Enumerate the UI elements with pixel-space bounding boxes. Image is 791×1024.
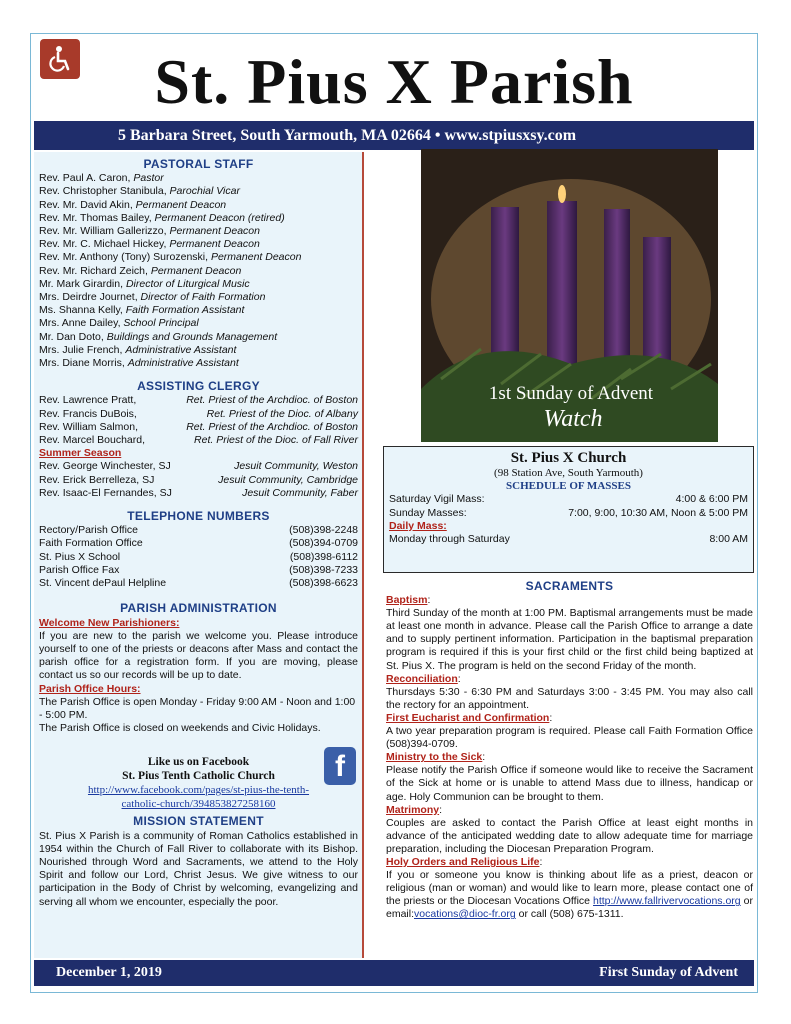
staff-row [39, 278, 358, 291]
staff-name: Ms. Shanna Kelly, [39, 304, 126, 317]
mass-row-label: Saturday Vigil Mass: [389, 493, 485, 506]
staff-name: Rev. Mr. David Akin, [39, 198, 136, 211]
clergy-row-label: Rev. Lawrence Pratt, [39, 394, 137, 407]
office-closed-text: The Parish Office is closed on weekends and Civic Holidays. [39, 722, 321, 735]
staff-row [39, 344, 358, 357]
clergy-row-label: Rev. William Salmon, [39, 420, 138, 433]
staff-name: Rev. Mr. Richard Zeich, [39, 264, 151, 277]
telephone-heading: TELEPHONE NUMBERS [127, 509, 270, 524]
clergy-row-value: Ret. Priest of the Archdioc. of Boston [186, 394, 358, 407]
matrimony-label: Matrimony [386, 803, 440, 816]
clergy-row [39, 421, 358, 434]
eucharist-label: First Eucharist and Confirmation [386, 711, 550, 724]
staff-name: Mrs. Diane Morris, [39, 357, 128, 370]
church-name: St. Pius X Church [510, 450, 627, 466]
mass-row [389, 493, 748, 506]
staff-name: Rev. Mr. Thomas Bailey, [39, 211, 155, 224]
staff-row [39, 357, 358, 370]
holy-orders-body: If you or someone you know is thinking about life as a priest, deacon or religious (man or woman) and would like to learn more, please contact one of the priests or the Diocesan Vocations Office [386, 869, 753, 908]
staff-role: Buildings and Grounds Management [106, 330, 278, 343]
sick-text: Please notify the Parish Office if someone would like to receive the Sacrament of the Sick at home or is unable to attend Mass due to illness, handicap or age. Holy Communion can be brought to them. [386, 764, 753, 803]
page-title: St. Pius X Parish [154, 46, 634, 117]
footer-bar [34, 960, 754, 986]
phone-row [39, 524, 358, 537]
address-bar: 5 Barbara Street, South Yarmouth, MA 02664 • www.stpiusxsy.com [34, 121, 754, 150]
staff-row [39, 331, 358, 344]
facebook-link-part2[interactable]: catholic-church/394853827258160 [121, 798, 276, 811]
facebook-line2: St. Pius Tenth Catholic Church [122, 770, 275, 783]
summer-clergy-row-label: Rev. Isaac-El Fernandes, SJ [39, 486, 172, 499]
daily-mass-label: Daily Mass: [389, 519, 447, 532]
staff-role: Permanent Deacon [210, 251, 302, 264]
staff-row [39, 317, 358, 330]
assisting-clergy-list [39, 394, 358, 447]
staff-name: Mrs. Julie French, [39, 343, 126, 356]
summer-clergy-row-value: Jesuit Community, Cambridge [218, 473, 358, 486]
footer-occasion: First Sunday of Advent [599, 965, 738, 980]
photo-caption-line2: Watch [543, 406, 603, 432]
clergy-row [39, 408, 358, 421]
holy-orders-end: or call (508) 675-1311. [515, 908, 624, 921]
phone-row-value: (508)398-7233 [289, 563, 358, 576]
mass-row [389, 507, 748, 520]
staff-name: Rev. Paul A. Caron, [39, 172, 134, 185]
reconciliation-text: Thursdays 5:30 - 6:30 PM and Saturdays 3:00 - 3:45 PM. You may also call the rectory for an appointment. [386, 685, 753, 711]
phone-row [39, 564, 358, 577]
summer-season-label: Summer Season [39, 447, 122, 460]
phone-row [39, 551, 358, 564]
sacraments-heading: SACRAMENTS [525, 579, 614, 593]
staff-row [39, 172, 358, 185]
staff-name: Rev. Christopher Stanibula, [39, 185, 170, 198]
office-hours-label: Parish Office Hours: [39, 682, 141, 695]
phone-row [39, 537, 358, 550]
summer-clergy-row [39, 487, 358, 500]
assisting-clergy-heading: ASSISTING CLERGY [137, 379, 260, 394]
staff-name: Rev. Mr. William Gallerizzo, [39, 225, 170, 238]
advent-wreath-photo [421, 149, 718, 442]
facebook-block [39, 750, 358, 811]
staff-role: Permanent Deacon [135, 198, 227, 211]
daily-mass-days: Monday through Saturday [389, 533, 510, 546]
holy-orders-text [386, 869, 753, 921]
clergy-row-value: Ret. Priest of the Dioc. of Fall River [194, 434, 358, 447]
staff-name: Rev. Mr. Anthony (Tony) Surozenski, [39, 251, 211, 264]
phone-row-label: Faith Formation Office [39, 537, 143, 550]
footer-date: December 1, 2019 [56, 965, 162, 980]
welcome-label: Welcome New Parishioners: [39, 616, 180, 629]
staff-row [39, 265, 358, 278]
phone-row-value: (508)398-6112 [289, 550, 358, 563]
facebook-icon[interactable]: f [324, 747, 356, 785]
staff-role: Permanent Deacon [169, 238, 260, 251]
staff-row [39, 251, 358, 264]
clergy-row-value: Ret. Priest of the Dioc. of Albany [206, 407, 358, 420]
schedule-heading: SCHEDULE OF MASSES [506, 480, 631, 493]
staff-role: Permanent Deacon (retired) [154, 211, 285, 224]
staff-row [39, 212, 358, 225]
office-hours-text: The Parish Office is open Monday - Friday 9:00 AM - Noon and 1:00 - 5:00 PM. [39, 695, 356, 721]
vocations-email[interactable]: vocations@dioc-fr.org [414, 908, 516, 921]
summer-clergy-row [39, 460, 358, 473]
staff-role: Director of Liturgical Music [125, 277, 250, 290]
staff-name: Mrs. Anne Dailey, [39, 317, 124, 330]
administration-heading: PARISH ADMINISTRATION [120, 601, 277, 616]
staff-role: Faith Formation Assistant [125, 304, 245, 317]
mission-heading: MISSION STATEMENT [133, 814, 264, 829]
staff-role: Parochial Vicar [169, 185, 240, 198]
summer-clergy-row [39, 474, 358, 487]
staff-row [39, 185, 358, 198]
staff-name: Mr. Mark Girardin, [39, 277, 126, 290]
clergy-row-label: Rev. Francis DuBois, [39, 407, 137, 420]
clergy-row [39, 434, 358, 447]
mass-list [389, 493, 748, 519]
staff-role: Permanent Deacon [150, 264, 242, 277]
daily-mass-time: 8:00 AM [709, 533, 748, 546]
baptism-text: Third Sunday of the month at 1:00 PM. Baptismal arrangements must be made at least one month in advance. Please call the Parish Office to arrange a date and to supply pertinent information. Participation in the baptismal preparation program is required if this is your first child or the first child being baptized at St. Pius X. The program is held on the second Friday of the month. [386, 607, 753, 672]
mass-row-label: Sunday Masses: [389, 506, 467, 519]
staff-row [39, 304, 358, 317]
staff-role: School Principal [123, 317, 199, 330]
staff-name: Rev. Mr. C. Michael Hickey, [39, 238, 170, 251]
facebook-line1: Like us on Facebook [147, 756, 250, 769]
summer-clergy-row-value: Jesuit Community, Faber [242, 486, 358, 499]
welcome-text: If you are new to the parish we welcome you. Please introduce yourself to one of the priests or deacons after Mass and contact the parish office for a registration form. If you are moving, please contact us so our records will be up to date. [39, 629, 358, 682]
phone-row-label: Parish Office Fax [39, 563, 120, 576]
mass-row-value: 4:00 & 6:00 PM [675, 493, 748, 506]
staff-role: Director of Faith Formation [140, 291, 266, 304]
left-column [34, 152, 364, 958]
sick-label: Ministry to the Sick [386, 751, 483, 764]
mass-row-value: 7:00, 9:00, 10:30 AM, Noon & 5:00 PM [568, 506, 748, 519]
matrimony-text: Couples are asked to contact the Parish Office at least eight months in advance of the anticipated wedding date to allow adequate time for marriage preparation, including the Diocesan Preparation Program. [386, 816, 753, 855]
pastoral-staff-list [39, 172, 358, 370]
summer-clergy-row-value: Jesuit Community, Weston [234, 460, 358, 473]
staff-role: Administrative Assistant [125, 343, 237, 356]
baptism-label: Baptism [386, 594, 428, 607]
clergy-row [39, 394, 358, 407]
photo-caption-line1: 1st Sunday of Advent [488, 383, 654, 404]
phone-row [39, 577, 358, 590]
daily-mass-row [389, 533, 748, 546]
clergy-row-label: Rev. Marcel Bouchard, [39, 434, 146, 447]
staff-name: Mr. Dan Doto, [39, 330, 107, 343]
reconciliation-label: Reconciliation [386, 672, 458, 685]
sacraments-section: SACRAMENTS Baptism: Third Sunday of the month at 1:00 PM. Baptismal arrangements must be made at least one month in advance. Please call the Parish Office to arrange a date and to supply pertinent information. Participation in the baptismal preparation program is required if this is your first child or the first child being baptized at St. Pius X. The program is held on the second Friday of the month. Reconciliation: Thursdays 5:30 - 6:30 PM and Saturdays 3:00 - 3:45 PM. You may also call the rectory for an appointment. First Eucharist and Confirmation: A two year preparation program is required. Please call Faith Formation Office (508)394-0709. Ministry to the Sick: Please notify the Parish Office if someone would like to receive the Sacrament of the Sick at home or is unable to attend Mass due to illness, handicap or age. Holy Communion can be brought to them. Matrimony: Couples are asked to contact the Parish Office at least eight months in advance of the anticipated wedding date to allow adequate time for marriage preparation, including the Diocesan Preparation Program. Holy Orders and Religious Life: If you or someone you know is thinking about life as a priest, deacon or religious (man or woman) and would like to learn more, please contact one of the priests or the Diocesan Vocations Office http://www.fallrivervocations.org or email:vocations@dioc-fr.org or call (508) 675-1311. [386, 579, 753, 921]
staff-role: Administrative Assistant [127, 357, 239, 370]
holy-orders-mid: or email: [386, 895, 753, 921]
staff-row [39, 199, 358, 212]
summer-clergy-row-label: Rev. George Winchester, SJ [39, 460, 171, 473]
masthead [34, 37, 754, 119]
staff-role: Permanent Deacon [169, 225, 260, 238]
phone-row-label: Rectory/Parish Office [39, 524, 139, 537]
clergy-row-value: Ret. Priest of the Archdioc. of Boston [186, 420, 358, 433]
church-schedule-box [383, 446, 754, 573]
facebook-link-part1[interactable]: http://www.facebook.com/pages/st-pius-the-tenth- [87, 784, 310, 797]
staff-name: Mrs. Deirdre Journet, [39, 291, 141, 304]
phone-row-value: (508)398-6623 [289, 577, 358, 590]
staff-row [39, 291, 358, 304]
holy-orders-label: Holy Orders and Religious Life [386, 855, 540, 868]
staff-row [39, 238, 358, 251]
summer-clergy-list [39, 460, 358, 500]
phone-row-label: St. Vincent dePaul Helpline [39, 577, 167, 590]
eucharist-text: A two year preparation program is required. Please call Faith Formation Office (508)394-0709. [386, 725, 753, 751]
summer-clergy-row-label: Rev. Erick Berrelleza, SJ [39, 473, 155, 486]
phone-row-label: St. Pius X School [39, 550, 121, 563]
phone-row-value: (508)398-2248 [289, 524, 358, 537]
mission-text: St. Pius X Parish is a community of Roman Catholics established in 1954 within the Church of Fall River to collaborate with its Bishop. Nourished through Word and Sacraments, we attend to the Holy Spirit and follow our Lord, Christ Jesus. We give witness to our participation in the Body of Christ by welcoming, evangelizing and serving all whom we encounter, especially the poor. [39, 829, 358, 908]
telephone-list [39, 524, 358, 590]
vocations-link[interactable]: http://www.fallrivervocations.org [593, 895, 741, 908]
staff-row [39, 225, 358, 238]
church-address: (98 Station Ave, South Yarmouth) [494, 467, 643, 479]
staff-role: Pastor [133, 172, 164, 185]
pastoral-staff-heading: PASTORAL STAFF [143, 157, 254, 171]
phone-row-value: (508)394-0709 [289, 537, 358, 550]
